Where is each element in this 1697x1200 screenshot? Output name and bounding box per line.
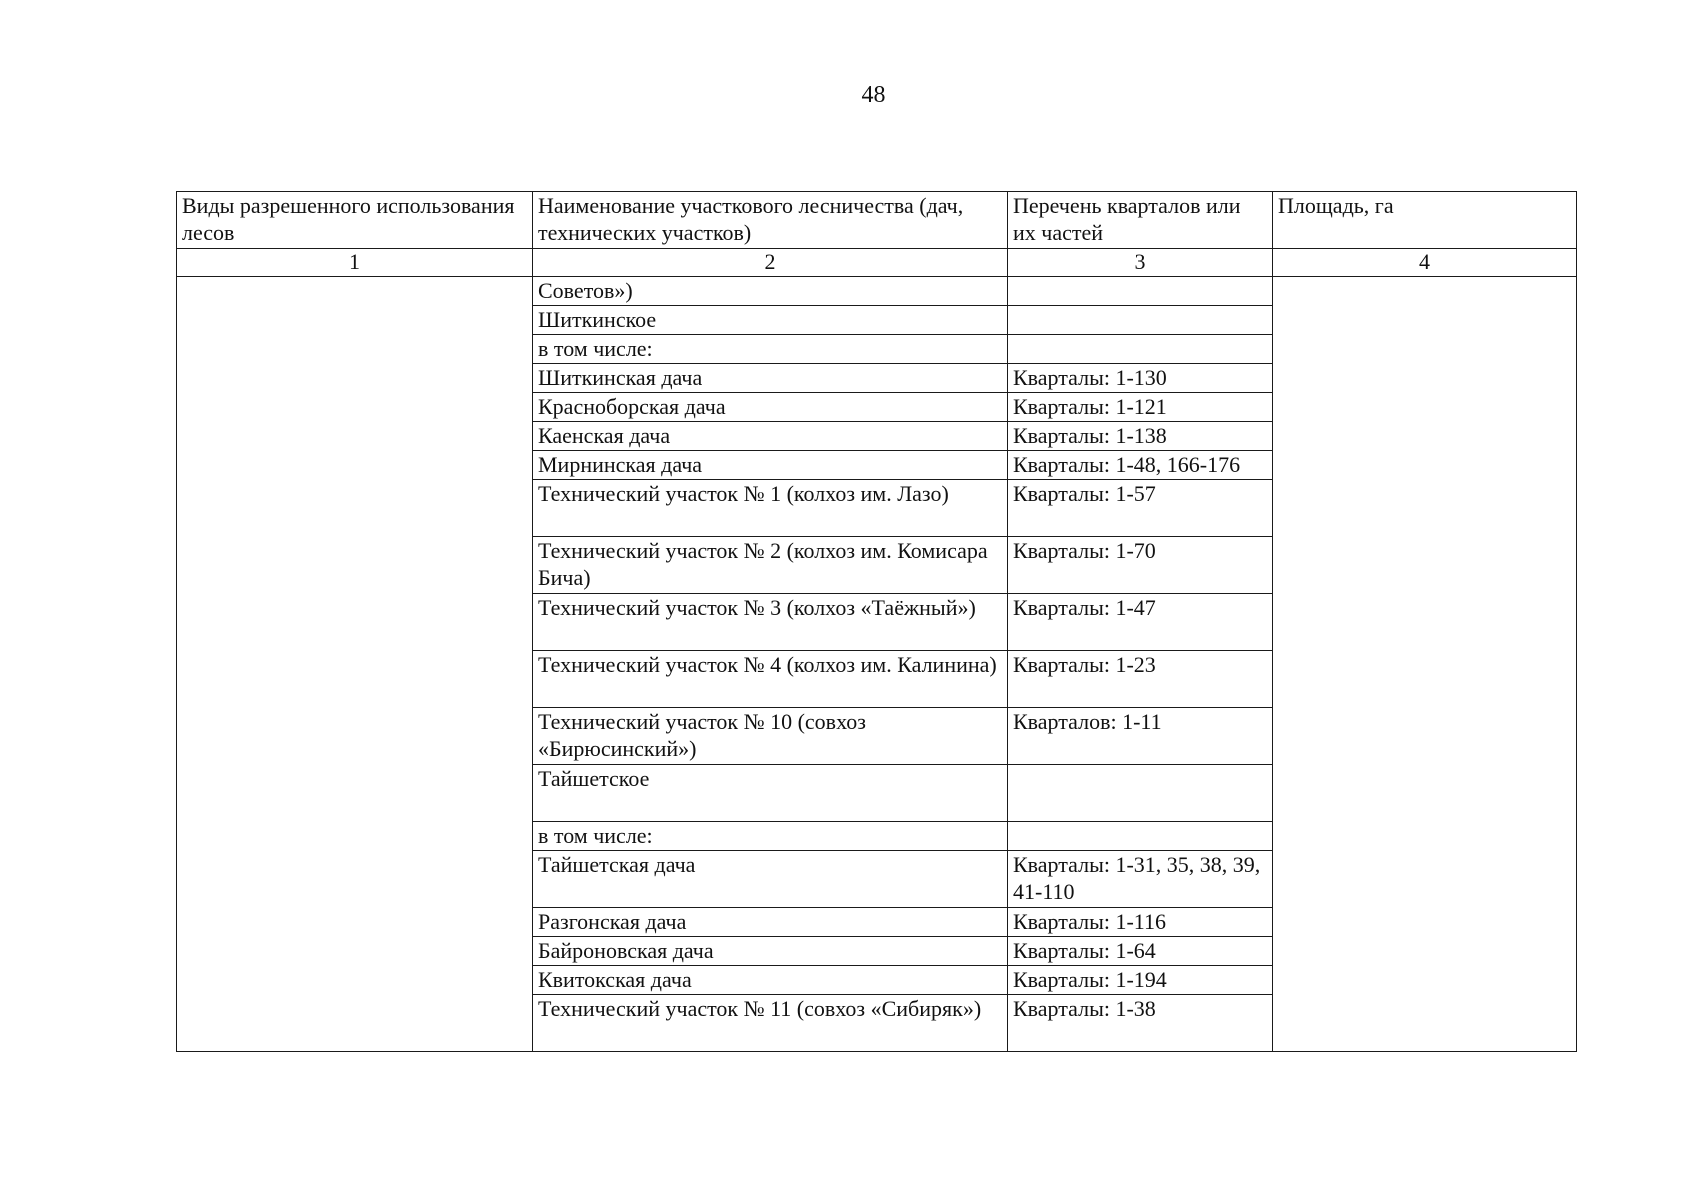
forestry-name-cell: Мирнинская дача (533, 451, 1008, 480)
column-number: 3 (1008, 249, 1273, 277)
quarters-cell: Кварталы: 1-23 (1008, 651, 1273, 708)
quarters-cell: Кварталы: 1-70 (1008, 537, 1273, 594)
quarters-cell: Кварталов: 1-11 (1008, 708, 1273, 765)
column-number: 4 (1273, 249, 1577, 277)
forestry-name-cell: Квитокская дача (533, 966, 1008, 995)
forestry-name-cell: Технический участок № 4 (колхоз им. Калинина) (533, 651, 1008, 708)
forestry-name-cell: в том числе: (533, 822, 1008, 851)
quarters-cell (1008, 335, 1273, 364)
forestry-name-cell: Разгонская дача (533, 908, 1008, 937)
quarters-cell: Кварталы: 1-194 (1008, 966, 1273, 995)
quarters-cell: Кварталы: 1-47 (1008, 594, 1273, 651)
forestry-name-cell: Шиткинское (533, 306, 1008, 335)
forestry-name-cell: Байроновская дача (533, 937, 1008, 966)
area-cell (1273, 277, 1577, 1052)
column-number: 2 (533, 249, 1008, 277)
header-row (177, 192, 1577, 249)
forestry-name-cell: Тайшетская дача (533, 851, 1008, 908)
quarters-cell (1008, 277, 1273, 306)
table-row (177, 277, 1577, 306)
quarters-cell: Кварталы: 1-116 (1008, 908, 1273, 937)
quarters-cell: Кварталы: 1-57 (1008, 480, 1273, 537)
quarters-cell (1008, 765, 1273, 822)
forestry-name-cell: Красноборская дача (533, 393, 1008, 422)
forestry-name-cell: Советов») (533, 277, 1008, 306)
forestry-name-cell: Шиткинская дача (533, 364, 1008, 393)
forestry-name-cell: Технический участок № 10 (совхоз «Бирюсинский») (533, 708, 1008, 765)
quarters-cell: Кварталы: 1-38 (1008, 995, 1273, 1052)
page-number: 48 (861, 82, 886, 108)
column-number: 1 (177, 249, 533, 277)
quarters-cell: Кварталы: 1-121 (1008, 393, 1273, 422)
forest-use-table (176, 191, 1577, 1052)
header-quarters-list: Перечень кварталов или их частей (1008, 192, 1273, 249)
forestry-name-cell: в том числе: (533, 335, 1008, 364)
header-forestry-name: Наименование участкового лесничества (дач, технических участков) (533, 192, 1008, 249)
forestry-name-cell: Технический участок № 11 (совхоз «Сибиряк») (533, 995, 1008, 1052)
quarters-cell: Кварталы: 1-31, 35, 38, 39, 41-110 (1008, 851, 1273, 908)
forestry-name-cell: Каенская дача (533, 422, 1008, 451)
quarters-cell: Кварталы: 1-138 (1008, 422, 1273, 451)
quarters-cell (1008, 306, 1273, 335)
quarters-cell: Кварталы: 1-130 (1008, 364, 1273, 393)
forestry-name-cell: Тайшетское (533, 765, 1008, 822)
header-usage-type: Виды разрешенного использования лесов (177, 192, 533, 249)
forestry-name-cell: Технический участок № 1 (колхоз им. Лазо) (533, 480, 1008, 537)
column-number-row (177, 249, 1577, 277)
quarters-cell (1008, 822, 1273, 851)
header-area: Площадь, га (1273, 192, 1577, 249)
quarters-cell: Кварталы: 1-64 (1008, 937, 1273, 966)
forestry-name-cell: Технический участок № 2 (колхоз им. Комисара Бича) (533, 537, 1008, 594)
usage-type-cell (177, 277, 533, 1052)
quarters-cell: Кварталы: 1-48, 166-176 (1008, 451, 1273, 480)
forestry-name-cell: Технический участок № 3 (колхоз «Таёжный») (533, 594, 1008, 651)
